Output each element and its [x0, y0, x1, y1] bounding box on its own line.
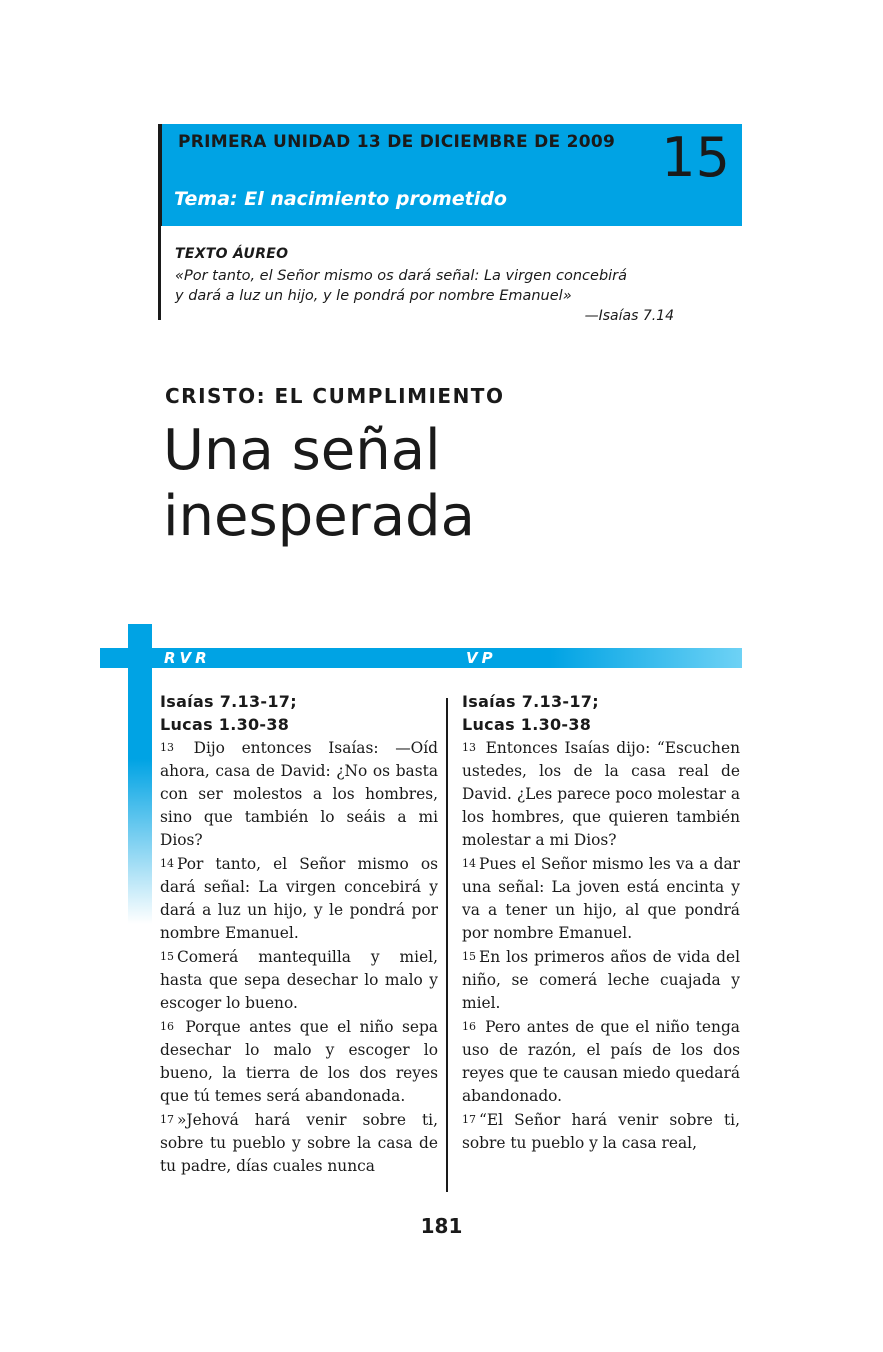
verse [462, 1108, 740, 1155]
verse-number: 15 [462, 950, 476, 963]
lesson-number: 15 [661, 126, 730, 189]
verse-text: Porque antes que el niño sepa desechar lo malo y escoger lo bueno, la tierra de los dos reyes que tú temes será abandonada. [160, 1018, 438, 1105]
passage-heading-line: Isaías 7.13-17; [160, 692, 297, 711]
verse [462, 945, 740, 1015]
golden-text-title: TEXTO ÁUREO [175, 246, 289, 262]
golden-quote-line: «Por tanto, el Señor mismo os dará señal: La virgen concebirá [175, 268, 628, 284]
verse [160, 736, 438, 852]
verse [160, 1108, 438, 1178]
verse-text: Pues el Señor mismo les va a dar una señal: La joven está encinta y va a tener un hijo, al que pondrá por nombre Emanuel. [462, 855, 740, 942]
verse [160, 945, 438, 1015]
verse-number: 14 [160, 857, 174, 870]
version-label-vp: VP [466, 649, 497, 667]
version-label-rvr: RVR [164, 649, 211, 667]
unit-date: PRIMERA UNIDAD 13 DE DICIEMBRE DE 2009 [178, 132, 616, 152]
verse [462, 736, 740, 852]
verse-text: Dijo entonces Isaías: —Oíd ahora, casa de David: ¿No os basta con ser molestos a los hombres, sino que también lo seáis a mi Dios? [160, 739, 438, 849]
column-divider [446, 698, 448, 1192]
cross-decoration-vertical [128, 624, 152, 924]
lesson-theme: Tema: El nacimiento prometido [174, 188, 507, 210]
verse [462, 852, 740, 945]
passage-heading-line: Lucas 1.30-38 [160, 715, 290, 734]
verse-number: 14 [462, 857, 476, 870]
golden-quote-line: y dará a luz un hijo, y le pondrá por nombre Emanuel» [175, 288, 572, 304]
verse-text: En los primeros años de vida del niño, se comerá leche cuajada y miel. [462, 948, 740, 1012]
section-label: CRISTO: EL CUMPLIMIENTO [165, 384, 505, 408]
verse [462, 1015, 740, 1108]
verse-number: 15 [160, 950, 174, 963]
lesson-header [158, 124, 742, 226]
golden-text-reference: —Isaías 7.14 [584, 308, 674, 324]
verse-text: »Jehová hará venir sobre ti, sobre tu pueblo y sobre la casa de tu padre, días cuales nunca [160, 1111, 438, 1175]
verse-number: 13 [462, 741, 476, 754]
verse-text: Por tanto, el Señor mismo os dará señal: La virgen concebirá y dará a luz un hijo, y le pondrá por nombre Emanuel. [160, 855, 438, 942]
verse-text: Entonces Isaías dijo: “Escuchen ustedes, los de la casa real de David. ¿Les parece poco molestar a los hombres, que quieren también molestar a mi Dios? [462, 739, 740, 849]
page-number: 181 [420, 1214, 463, 1238]
golden-text [158, 226, 688, 324]
verse-number: 17 [462, 1113, 476, 1126]
verse [160, 1015, 438, 1108]
title-line: Una señal [163, 418, 441, 483]
title-line: inesperada [163, 484, 475, 549]
verse-number: 17 [160, 1113, 174, 1126]
passage-heading [462, 690, 740, 736]
scripture-column-rvr [160, 690, 438, 1178]
verse-number: 13 [160, 741, 174, 754]
passage-heading-line: Isaías 7.13-17; [462, 692, 599, 711]
passage-heading [160, 690, 438, 736]
verse-text: “El Señor hará venir sobre ti, sobre tu pueblo y la casa real, [462, 1111, 740, 1152]
verse-text: Pero antes de que el niño tenga uso de razón, el país de los dos reyes que te causan miedo quedará abandonado. [462, 1018, 740, 1105]
scripture-column-vp [462, 690, 740, 1155]
verse-text: Comerá mantequilla y miel, hasta que sepa desechar lo malo y escoger lo bueno. [160, 948, 438, 1012]
verse-number: 16 [462, 1020, 476, 1033]
verse-number: 16 [160, 1020, 174, 1033]
golden-text-quote [175, 266, 695, 306]
passage-heading-line: Lucas 1.30-38 [462, 715, 592, 734]
verse [160, 852, 438, 945]
page-title [163, 418, 723, 550]
